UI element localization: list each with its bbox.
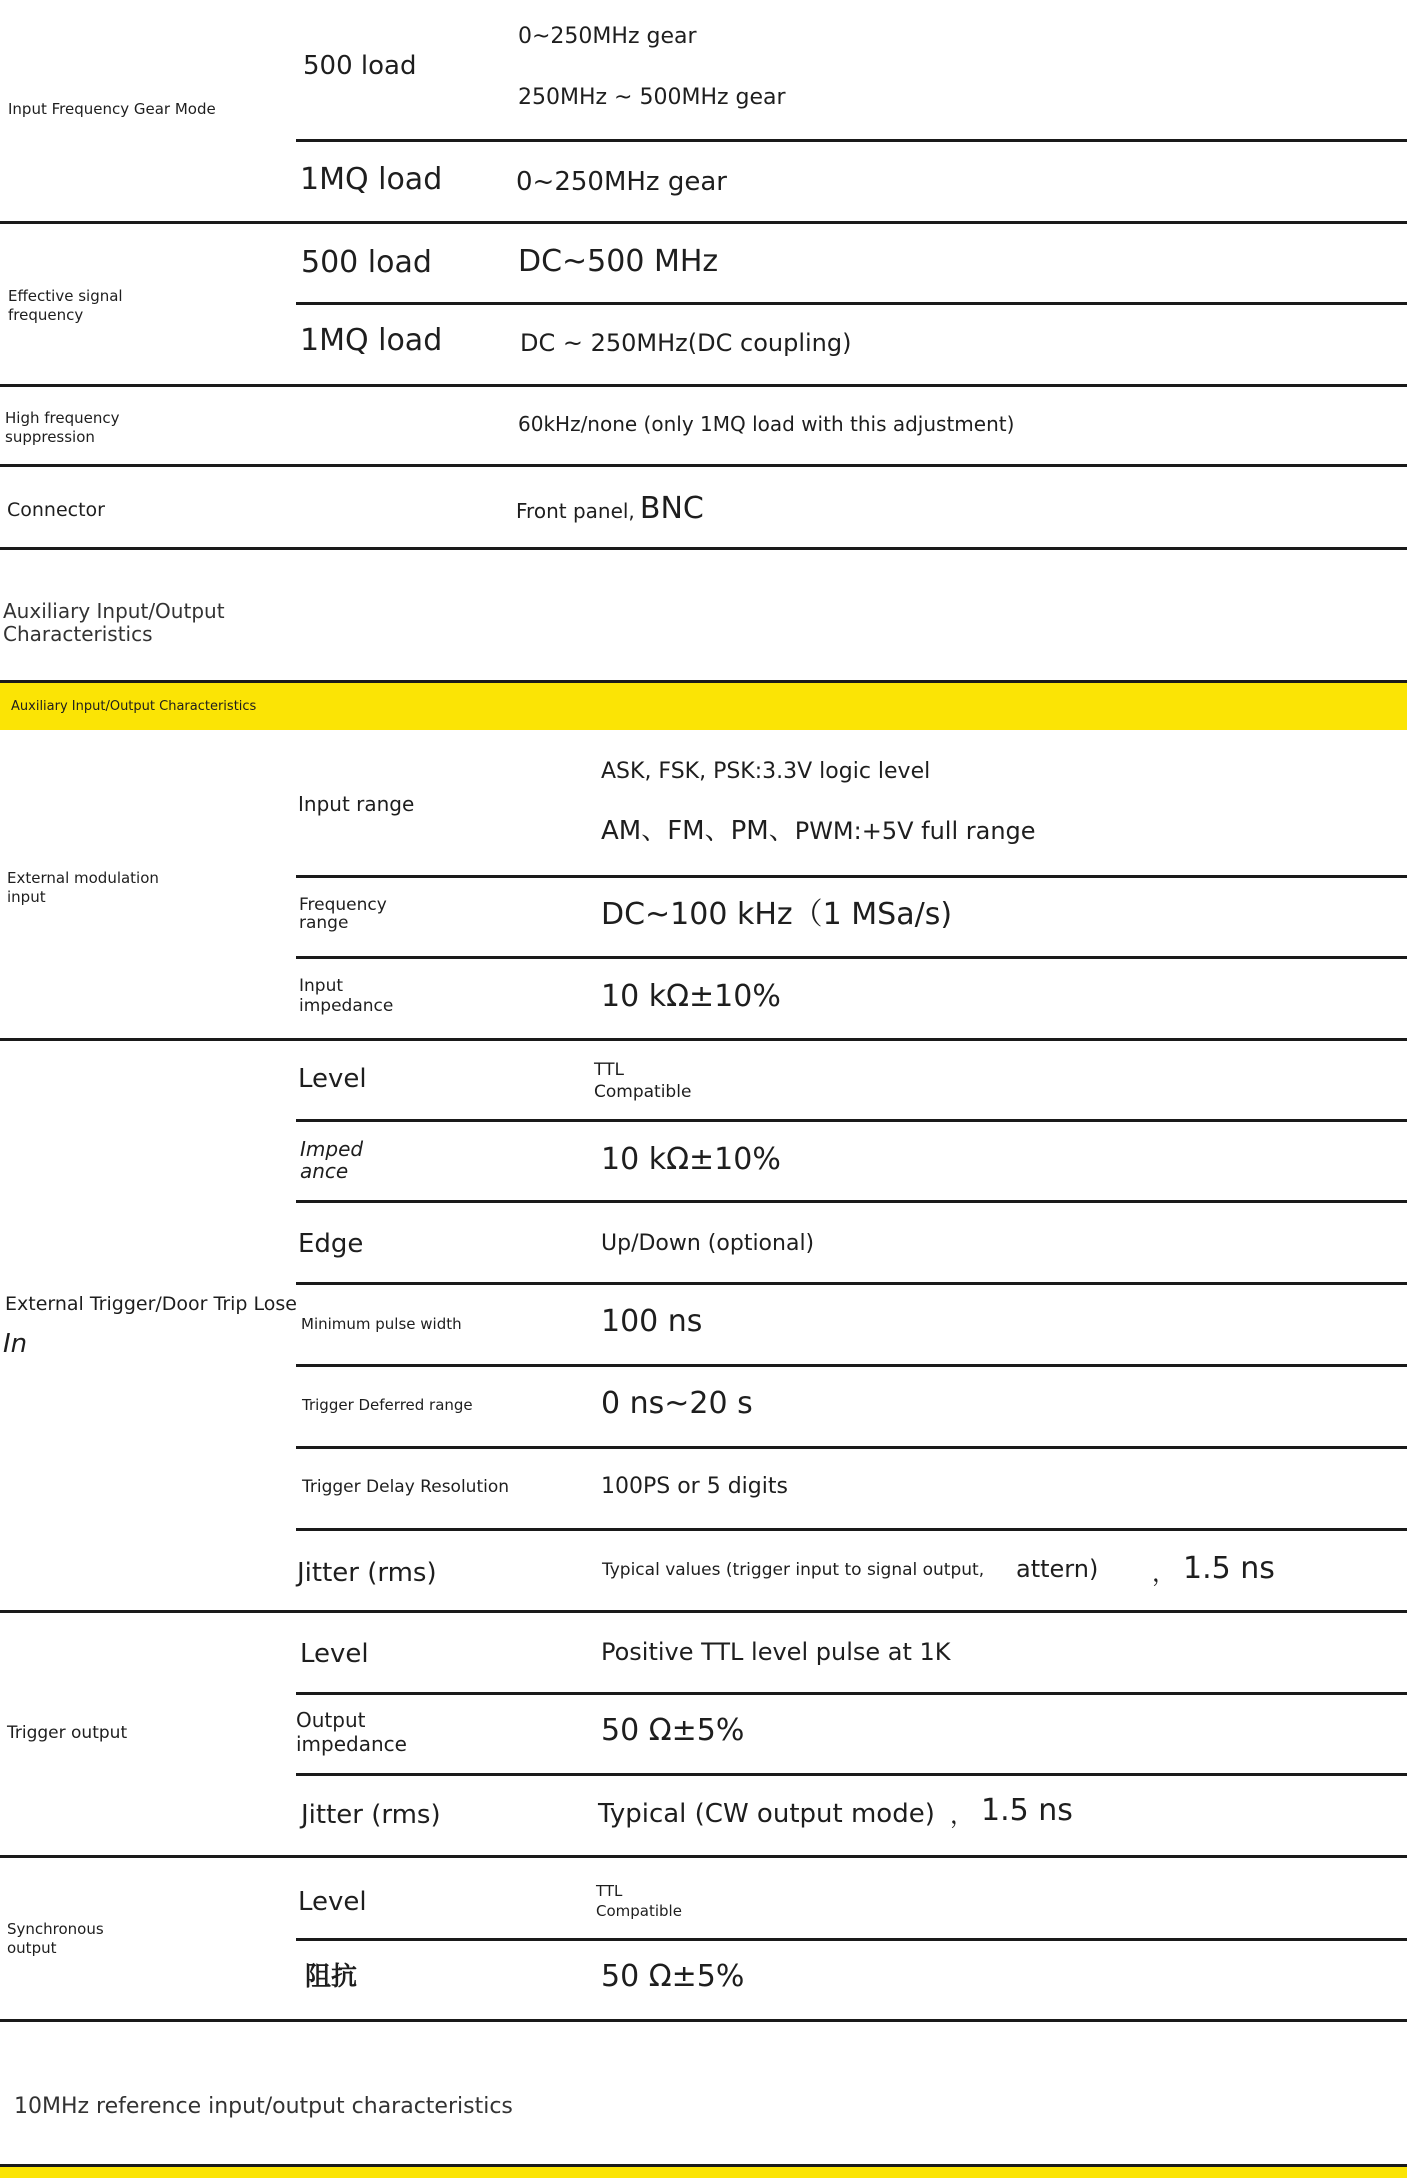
row-divider xyxy=(296,875,1407,878)
sub-label-level: Level xyxy=(298,1064,367,1094)
row-divider xyxy=(296,1938,1407,1941)
sub-label-input-range: Input range xyxy=(298,792,415,816)
sub-label-1mq-load: 1MQ load xyxy=(300,323,443,358)
sub-label-trigger-delay-resolution: Trigger Delay Resolution xyxy=(302,1477,510,1497)
reference-table-header-band xyxy=(0,2167,1407,2178)
row-divider xyxy=(296,1282,1407,1285)
value-gear-0-250: 0~250MHz gear xyxy=(518,24,697,49)
value-input-range-am-fm-pm xyxy=(601,815,1036,847)
value-connector-bnc: BNC xyxy=(639,491,704,526)
reference-section-heading: 10MHz reference input/output characteristics xyxy=(14,2094,513,2119)
value-output-impedance: 50 Ω±5% xyxy=(601,1713,745,1748)
row-label-effective-signal-frequency: Effective signal frequency xyxy=(8,287,123,324)
row-divider xyxy=(296,1773,1407,1776)
row-divider xyxy=(296,302,1407,305)
value-dc-250mhz: DC ~ 250MHz(DC coupling) xyxy=(520,329,852,357)
sub-label-input-impedance: Input impedance xyxy=(299,976,394,1016)
value-sync-impedance: 50 Ω±5% xyxy=(601,1959,745,1994)
row-label-trigger-output: Trigger output xyxy=(7,1723,128,1743)
row-label-input-frequency-gear-mode: Input Frequency Gear Mode xyxy=(8,100,216,118)
sub-label-edge: Edge xyxy=(298,1229,364,1259)
value-jitter-attern: attern) xyxy=(1016,1555,1099,1583)
value-sync-level: TTL Compatible xyxy=(596,1882,682,1920)
sub-label-jitter-rms: Jitter (rms) xyxy=(301,1800,441,1830)
sub-label-minimum-pulse-width: Minimum pulse width xyxy=(301,1315,462,1333)
value-trigger-edge: Up/Down (optional) xyxy=(601,1231,815,1256)
value-frequency-range: DC~100 kHz（1 MSa/s) xyxy=(601,897,953,932)
sub-label-impedance-cn: 阻抗 xyxy=(305,1962,358,1992)
row-divider xyxy=(0,464,1407,467)
value-trigger-jitter-typical: Typical (CW output mode) xyxy=(598,1799,935,1829)
row-divider xyxy=(0,221,1407,224)
value-connector xyxy=(516,491,704,527)
row-divider xyxy=(296,1528,1407,1531)
value-input-impedance: 10 kΩ±10% xyxy=(601,979,781,1014)
sub-label-500-load: 500 load xyxy=(301,245,432,280)
row-divider xyxy=(296,1446,1407,1449)
row-label-synchronous-output: Synchronous output xyxy=(7,1920,104,1957)
row-divider xyxy=(296,139,1407,142)
value-input-range-ask-fsk-psk: ASK, FSK, PSK:3.3V logic level xyxy=(601,759,931,784)
aux-section-heading: Auxiliary Input/Output Characteristics xyxy=(3,599,225,646)
value-connector-front-panel: Front panel, xyxy=(516,499,635,523)
sub-label-output-impedance: Output impedance xyxy=(296,1708,407,1756)
sub-label-impedance: Imped ance xyxy=(300,1137,364,1183)
value-jitter-1-5ns: 1.5 ns xyxy=(1183,1551,1275,1586)
sub-label-trigger-deferred-range: Trigger Deferred range xyxy=(302,1396,473,1414)
value-jitter-typical: Typical values (trigger input to signal output, xyxy=(602,1560,985,1580)
row-divider xyxy=(0,1610,1407,1613)
value-trigger-jitter-comma: ， xyxy=(950,1801,974,1829)
row-label-external-trigger: External Trigger/Door Trip Lose xyxy=(5,1293,297,1315)
value-input-range-pwm: PWM:+5V full range xyxy=(794,817,1036,845)
sub-label-frequency-range: Frequency range xyxy=(299,895,387,933)
value-input-range-am-fm-pm-prefix: AM、FM、PM、 xyxy=(601,816,795,846)
sub-label-jitter-rms: Jitter (rms) xyxy=(297,1558,437,1588)
value-trigger-output-level: Positive TTL level pulse at 1K xyxy=(601,1638,951,1666)
aux-table-header-title: Auxiliary Input/Output Characteristics xyxy=(11,699,257,714)
row-divider xyxy=(296,1119,1407,1122)
value-trigger-deferred-range: 0 ns~20 s xyxy=(601,1386,753,1421)
row-divider xyxy=(296,1200,1407,1203)
row-divider xyxy=(0,2019,1407,2022)
row-divider xyxy=(0,1855,1407,1858)
value-1mq-gear: 0~250MHz gear xyxy=(516,167,727,197)
sub-label-500-load: 500 load xyxy=(303,51,417,81)
row-label-connector: Connector xyxy=(7,499,105,521)
row-label-external-modulation-input: External modulation input xyxy=(7,869,159,906)
sub-label-level: Level xyxy=(300,1639,369,1669)
value-minimum-pulse-width: 100 ns xyxy=(601,1304,703,1339)
row-label-external-trigger-in: In xyxy=(3,1329,28,1359)
value-trigger-delay-resolution: 100PS or 5 digits xyxy=(601,1474,788,1499)
value-trigger-jitter-1-5ns: 1.5 ns xyxy=(981,1793,1073,1828)
value-trigger-impedance: 10 kΩ±10% xyxy=(601,1142,781,1177)
value-jitter-comma: ， xyxy=(1152,1559,1176,1587)
row-divider xyxy=(296,1692,1407,1695)
row-divider xyxy=(0,1038,1407,1041)
row-label-high-frequency-suppression: High frequency suppression xyxy=(5,409,120,446)
aux-table-header-band xyxy=(0,683,1407,730)
row-divider xyxy=(0,547,1407,550)
value-high-frequency-suppression: 60kHz/none (only 1MQ load with this adjustment) xyxy=(518,412,1015,436)
row-divider xyxy=(0,384,1407,387)
sub-label-level: Level xyxy=(298,1887,367,1917)
row-divider xyxy=(296,1364,1407,1367)
sub-label-1mq-load: 1MQ load xyxy=(300,162,443,197)
value-dc-500mhz: DC~500 MHz xyxy=(518,244,719,279)
row-divider xyxy=(296,956,1407,959)
value-trigger-level: TTL Compatible xyxy=(594,1060,692,1102)
value-gear-250-500: 250MHz ~ 500MHz gear xyxy=(518,85,786,110)
